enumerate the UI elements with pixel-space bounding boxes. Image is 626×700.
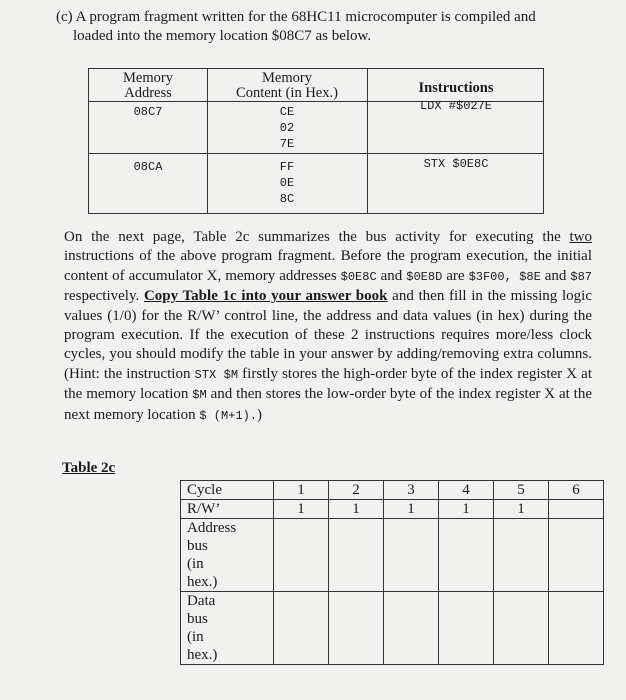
header-memory-content — [207, 71, 367, 101]
row-content: 8C — [279, 192, 295, 206]
paragraph-emphasis: two — [569, 229, 592, 245]
paragraph-text: and — [376, 267, 407, 284]
header-text: Address — [124, 85, 172, 101]
rw-cell: 1 — [274, 500, 329, 519]
header-memory-address — [89, 71, 207, 101]
paragraph-text: instructions of the above program fragment. Before the program execution, the initial content of accumulator X, memory addresses — [64, 248, 592, 284]
paragraph-code: $87 — [570, 269, 593, 284]
data-row — [181, 592, 604, 665]
cycle-cell: 3 — [384, 481, 439, 500]
address-cell — [329, 519, 384, 592]
cycle-cell: 6 — [549, 481, 604, 500]
row-instruction: LDX #$027E — [419, 99, 492, 113]
cycle-header: Cycle — [181, 481, 274, 500]
cycle-row — [181, 481, 604, 500]
memory-table — [88, 68, 544, 214]
address-header — [181, 519, 274, 592]
rw-cell: 1 — [384, 500, 439, 519]
rw-header: R/W’ — [181, 500, 274, 519]
header-text: bus — [187, 611, 208, 627]
header-text: Content (in Hex.) — [236, 85, 338, 101]
cycle-cell: 2 — [329, 481, 384, 500]
paragraph-text: are — [442, 267, 469, 284]
row-content: CE — [279, 105, 295, 119]
data-cell — [274, 592, 329, 665]
header-text: (in — [187, 556, 204, 572]
data-header — [181, 592, 274, 665]
paragraph-text: respectively. — [64, 288, 144, 305]
cycle-cell: 4 — [439, 481, 494, 500]
heading-line-1: (c) A program fragment written for the 68HC11 microcomputer is compiled and — [56, 9, 536, 25]
row-content: 0E — [279, 176, 295, 190]
row-address: 08CA — [133, 160, 163, 174]
data-cell — [439, 592, 494, 665]
rw-cell: 1 — [494, 500, 549, 519]
header-text: Data — [187, 593, 216, 609]
cycle-cell: 5 — [494, 481, 549, 500]
header-text: Address — [187, 520, 237, 536]
table-2c-label: Table 2c — [62, 460, 116, 476]
data-cell — [329, 592, 384, 665]
paragraph-code: $3F00, $8E — [468, 269, 541, 284]
row-content: 7E — [279, 137, 295, 151]
rw-cell: 1 — [329, 500, 384, 519]
paragraph-text: and then stores the low-order byte of the index register X at the next memory location — [64, 386, 592, 423]
row-content: FF — [279, 160, 295, 174]
address-cell — [494, 519, 549, 592]
paragraph-text: ) — [257, 406, 262, 423]
paragraph-code: $0E8D — [406, 269, 443, 284]
row-address: 08C7 — [133, 105, 163, 119]
paragraph-text: On the next page, Table 2c summarizes the bus activity for executing the — [64, 229, 570, 245]
bus-activity-table — [180, 480, 604, 665]
header-text: Memory — [262, 70, 312, 86]
row-instruction: STX $0E8C — [423, 157, 489, 171]
instruction-paragraph — [64, 228, 592, 426]
address-cell — [439, 519, 494, 592]
rw-cell: 1 — [439, 500, 494, 519]
header-text: hex.) — [187, 574, 218, 590]
address-row — [181, 519, 604, 592]
paragraph-text: and — [540, 267, 571, 284]
paragraph-text: firstly stores the high-order byte of the index register X at the memory location — [64, 365, 592, 403]
paragraph-code: $ (M+1). — [199, 408, 257, 423]
paragraph-emphasis: Copy Table 1c into your answer book — [143, 288, 388, 305]
heading-line-2: loaded into the memory location $08C7 as below. — [73, 28, 372, 44]
header-text: bus — [187, 538, 208, 554]
question-heading — [56, 8, 576, 46]
data-cell — [384, 592, 439, 665]
paragraph-text: and then fill in the missing logic values (1/0) for the R/W’ control line, the address and data values (in hex) during the program execution. If the execution of these 2 instructions requires more/less clock cycles, you should modify the table in your answer by adding/removing extra columns. (Hint: the instruction — [64, 288, 592, 382]
paragraph-code: $0E8C — [340, 269, 377, 284]
paragraph-code: $M — [192, 388, 207, 403]
row-content: 02 — [279, 121, 295, 135]
data-cell — [549, 592, 604, 665]
header-text: Memory — [123, 70, 173, 86]
header-instructions: Instructions — [418, 80, 494, 96]
paragraph-code: STX $M — [194, 367, 239, 382]
header-text: hex.) — [187, 647, 218, 663]
address-cell — [384, 519, 439, 592]
rw-row — [181, 500, 604, 519]
address-cell — [274, 519, 329, 592]
data-cell — [494, 592, 549, 665]
rw-cell — [549, 500, 604, 519]
address-cell — [549, 519, 604, 592]
header-text: (in — [187, 629, 204, 645]
memory-table-divider — [89, 153, 543, 154]
cycle-cell: 1 — [274, 481, 329, 500]
